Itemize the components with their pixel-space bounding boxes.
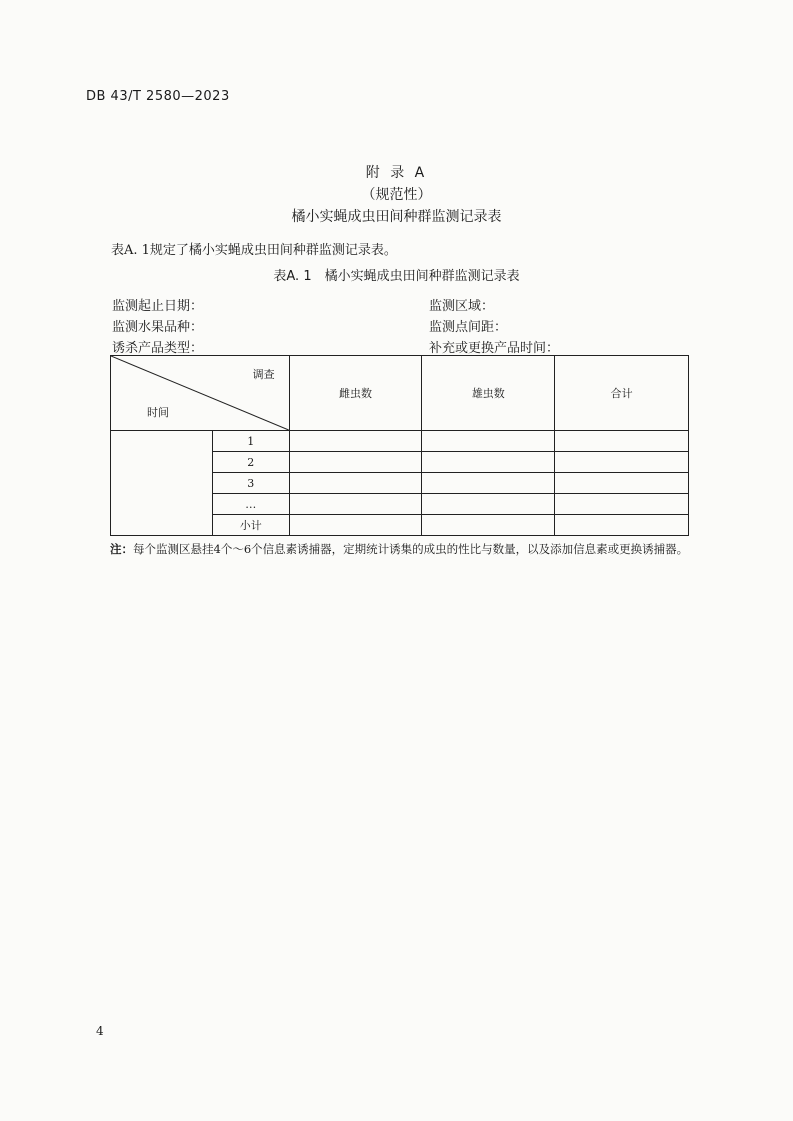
cell-total[interactable] [555, 515, 689, 536]
appendix-nature: （规范性） [361, 187, 432, 203]
monitoring-record-table [110, 355, 689, 536]
cell-female[interactable] [289, 431, 422, 452]
corner-label-time: 时间 [147, 406, 169, 419]
page-number: 4 [96, 1024, 104, 1038]
field-product-type: 诱杀产品类型： [112, 341, 204, 356]
cell-female[interactable] [289, 515, 422, 536]
column-header-female: 雌虫数 [289, 356, 422, 431]
document-code: DB 43/T 2580—2023 [86, 89, 230, 104]
cell-total[interactable] [555, 431, 689, 452]
field-replace-time: 补充或更换产品时间： [429, 341, 560, 356]
cell-male[interactable] [422, 473, 555, 494]
cell-total[interactable] [555, 473, 689, 494]
cell-male[interactable] [422, 431, 555, 452]
table-row [111, 431, 689, 452]
field-monitor-dates: 监测起止日期： [112, 299, 204, 314]
intro-paragraph: 表A. 1规定了橘小实蝇成虫田间种群监测记录表。 [111, 243, 397, 258]
appendix-title: 附 录 A [365, 165, 428, 181]
cell-male[interactable] [422, 494, 555, 515]
cell-male[interactable] [422, 515, 555, 536]
table-note [110, 541, 688, 557]
row-label: … [212, 494, 289, 515]
field-point-spacing: 监测点间距： [429, 320, 508, 335]
column-header-total: 合计 [555, 356, 689, 431]
note-text: 每个监测区悬挂4个～6个信息素诱捕器，定期统计诱集的成虫的性比与数量，以及添加信息素或更换诱捕器。 [133, 542, 689, 556]
appendix-subject: 橘小实蝇成虫田间种群监测记录表 [291, 209, 502, 225]
column-header-male: 雄虫数 [422, 356, 555, 431]
field-monitor-area: 监测区域： [429, 299, 495, 314]
field-fruit-variety: 监测水果品种： [112, 320, 204, 335]
table-header-row [111, 356, 689, 431]
row-label: 1 [212, 431, 289, 452]
cell-total[interactable] [555, 452, 689, 473]
cell-female[interactable] [289, 452, 422, 473]
table-title: 表A. 1 橘小实蝇成虫田间种群监测记录表 [273, 269, 520, 284]
corner-label-survey: 调查 [252, 368, 275, 381]
merged-time-cell [111, 431, 213, 536]
diagonal-header-cell [111, 356, 290, 431]
row-label: 3 [212, 473, 289, 494]
note-label: 注： [110, 542, 133, 556]
row-label: 2 [212, 452, 289, 473]
cell-female[interactable] [289, 494, 422, 515]
cell-total[interactable] [555, 494, 689, 515]
row-label: 小计 [212, 515, 289, 536]
cell-male[interactable] [422, 452, 555, 473]
cell-female[interactable] [289, 473, 422, 494]
